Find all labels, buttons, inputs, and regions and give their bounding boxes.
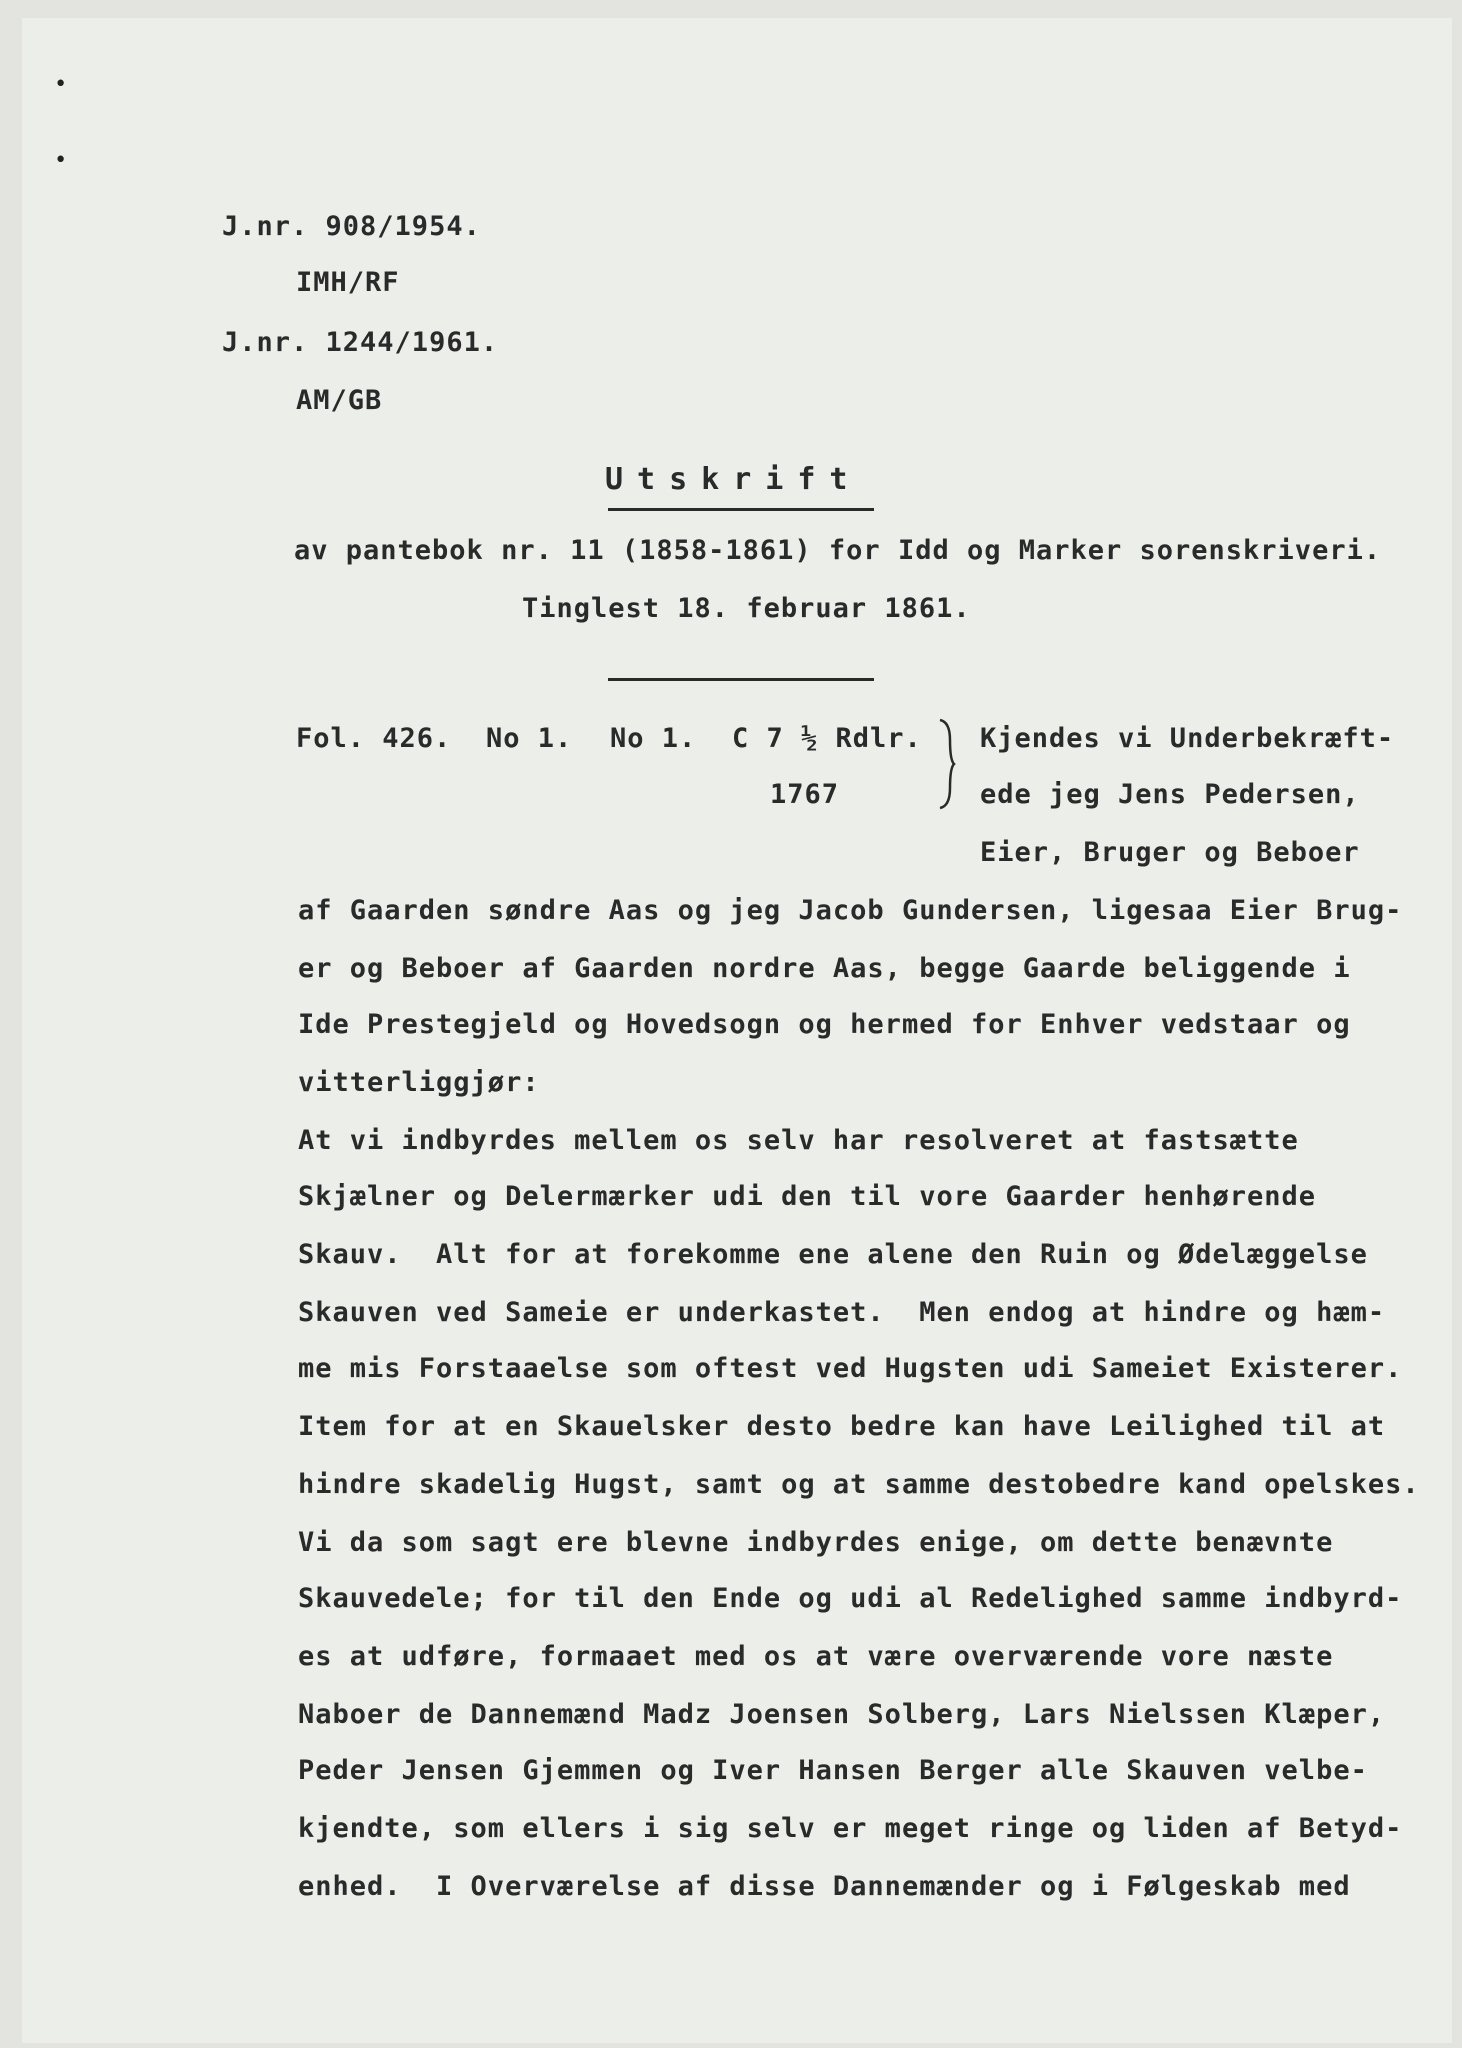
body-line: Skauv. Alt for at forekomme ene alene den Ruin og Ødelæggelse [298,1239,1368,1270]
margin-mark: • [54,148,68,173]
body-line: enhed. I Overværelse af disse Dannemænder og i Følgeskab med [298,1871,1351,1902]
brace-text-2: ede jeg Jens Pedersen, [980,779,1360,810]
body-line: Vi da som sagt ere blevne indbyrdes enige, om dette benævnte [298,1527,1334,1558]
subtitle-line-1: av pantebok nr. 11 (1858-1861) for Idd og Marker sorenskriveri. [294,535,1382,566]
entry-year: 1767 [770,779,840,810]
subtitle-line-2: Tinglest 18. februar 1861. [522,593,971,624]
body-line: er og Beboer af Gaarden nordre Aas, begge Gaarde beliggende i [298,953,1351,984]
number-a: No 1. [486,723,573,754]
brace-icon [938,718,956,810]
brace-text-1: Kjendes vi Underbekræft- [980,723,1395,754]
body-line: vitterliggjør: [298,1067,540,1098]
number-b: No 1. [610,723,697,754]
body-line: Peder Jensen Gjemmen og Iver Hansen Berger alle Skauven velbe- [298,1755,1368,1786]
body-line: At vi indbyrdes mellem os selv har resolveret at fastsætte [298,1125,1299,1156]
body-line: me mis Forstaaelse som oftest ved Hugsten udi Sameiet Existerer. [298,1353,1403,1384]
folio: Fol. 426. [296,723,452,754]
body-line: Naboer de Dannemænd Madz Joensen Solberg, Lars Nielssen Klæper, [298,1699,1386,1730]
separator-rule [608,678,874,681]
body-line: Item for at en Skauelsker desto bedre kan have Leilighed til at [298,1411,1386,1442]
document-title: Utskrift [605,462,862,497]
body-line: Skauven ved Sameie er underkastet. Men endog at hindre og hæm- [298,1297,1386,1328]
body-line: af Gaarden søndre Aas og jeg Jacob Gundersen, ligesaa Eier Brug- [298,895,1403,926]
journal-ref-2: J.nr. 1244/1961. [222,327,499,358]
body-line: Skjælner og Delermærker udi den til vore Gaarder henhørende [298,1181,1317,1212]
initials-1: IMH/RF [296,267,400,298]
body-line: hindre skadelig Hugst, samt og at samme destobedre kand opelskes. [298,1469,1420,1500]
title-underline [608,508,874,511]
body-line: es at udføre, formaaet med os at være overværende vore næste [298,1641,1334,1672]
body-line: kjendte, som ellers i sig selv er meget ringe og liden af Betyd- [298,1813,1403,1844]
initials-2: AM/GB [296,385,383,416]
journal-ref-1: J.nr. 908/1954. [222,211,481,242]
c-value: C 7 ½ Rdlr. [732,723,922,754]
brace-text-3: Eier, Bruger og Beboer [980,837,1360,868]
margin-mark: • [54,72,68,97]
body-line: Skauvedele; for til den Ende og udi al Redelighed samme indbyrd- [298,1583,1403,1614]
body-line: Ide Prestegjeld og Hovedsogn og hermed for Enhver vedstaar og [298,1009,1351,1040]
